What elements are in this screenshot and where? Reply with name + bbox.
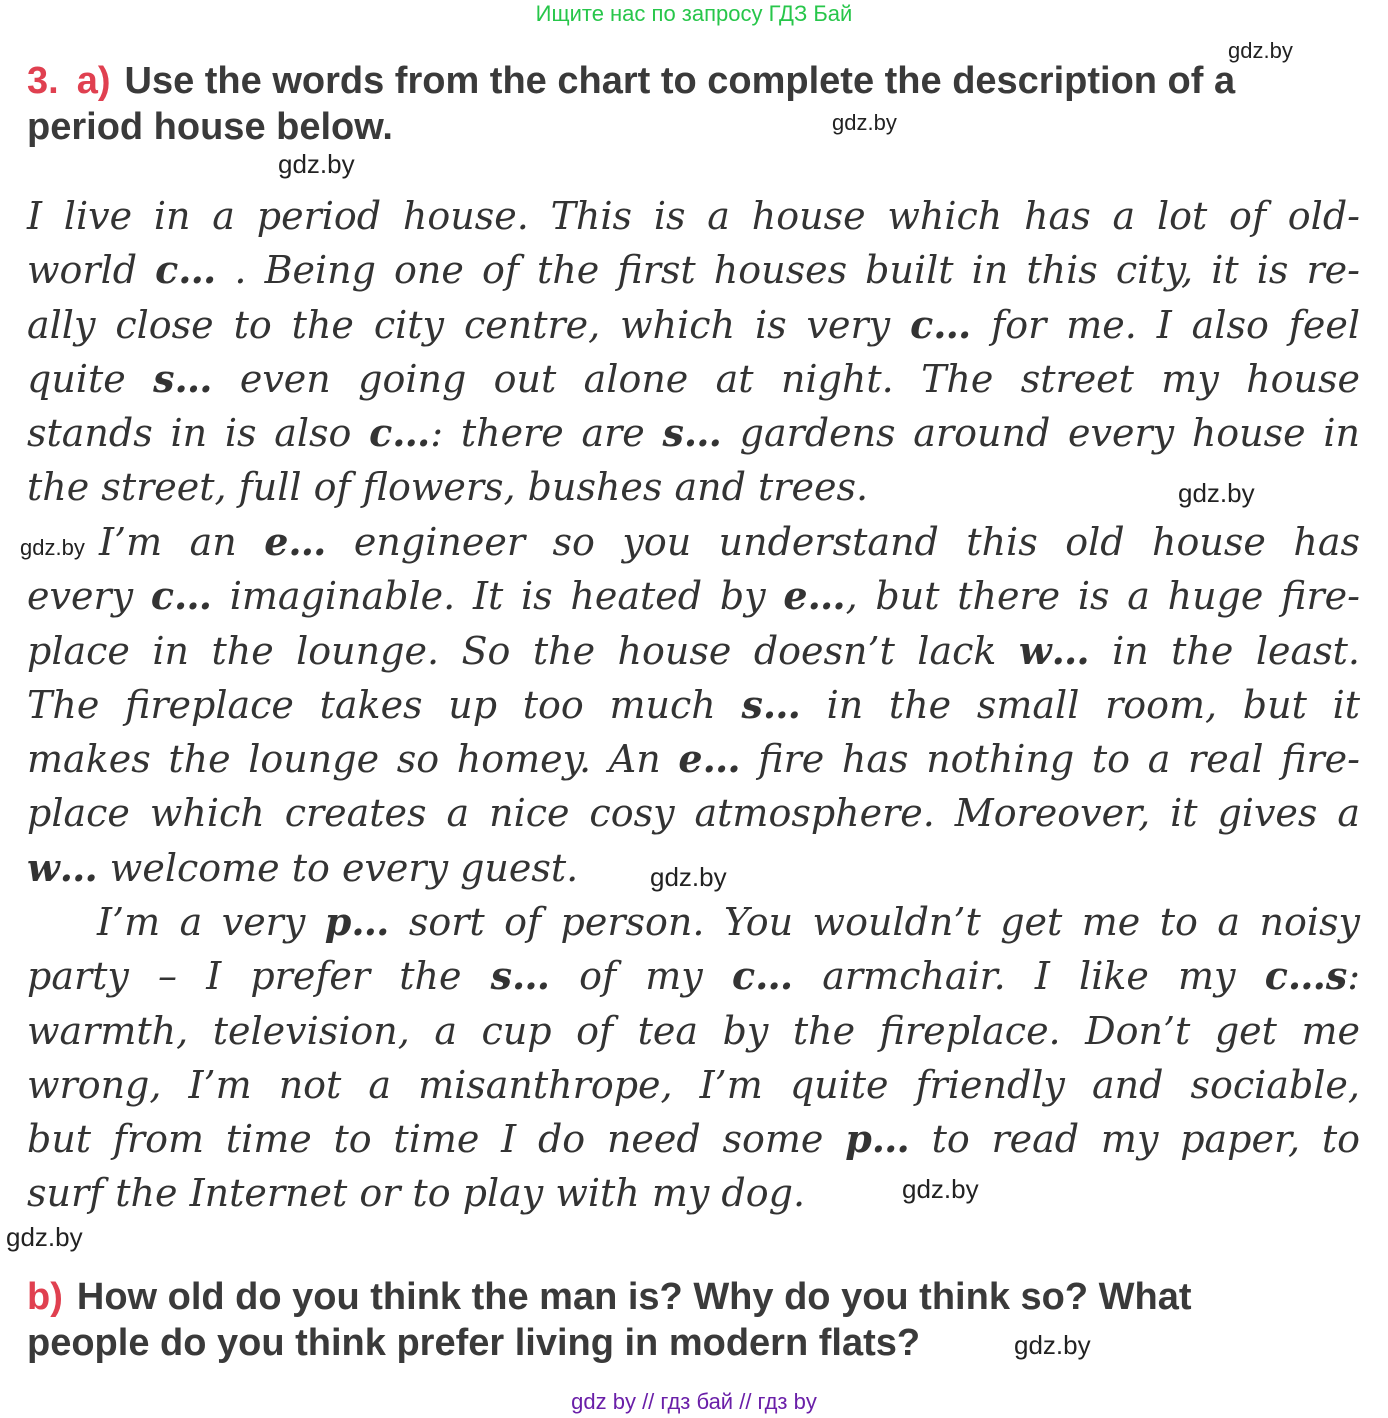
gap-fill: p… <box>324 899 390 944</box>
text-line: wrong, I’m not a misanthrope, I’m quite friendly and sociable, <box>27 1062 1360 1107</box>
text-line: ally close to the city centre, which is very c… for me. I also feel <box>27 301 1360 347</box>
gap-fill: e… <box>783 573 846 619</box>
text-line: but from time to time I do need some p… to read my paper, to <box>27 1116 1360 1162</box>
task-part-label: b) <box>27 1276 63 1318</box>
watermark: gdz.by <box>832 110 897 135</box>
text-line: quite s… even going out alone at night. The street my house <box>27 355 1360 401</box>
text-line: surf the Internet or to play with my dog. <box>27 1171 806 1216</box>
gap-fill: w… <box>1018 627 1090 673</box>
task-b-heading <box>27 1274 1360 1366</box>
header-note: Ищите нас по запросу ГДЗ Бай <box>535 1 853 26</box>
gap-fill: c…s <box>1264 953 1348 999</box>
task-b-text-line-2: people do you think prefer living in modern flats? <box>27 1322 921 1364</box>
gap-fill: c… <box>731 953 794 999</box>
task-number: 3. <box>27 60 59 102</box>
text-line: w… welcome to every guest. <box>27 844 579 890</box>
gap-fill: s… <box>662 410 722 456</box>
paragraph-1 <box>27 189 1360 515</box>
text-line: place which creates a nice cosy atmosphere. Moreover, it gives a <box>27 791 1360 836</box>
watermark: gdz.by <box>1228 38 1293 63</box>
text-line: stands in is also c…: there are s… gardens around every house in <box>27 410 1360 456</box>
text-line: The fireplace takes up too much s… in the small room, but it <box>27 681 1361 727</box>
text-line: world c… . Being one of the first houses built in this city, it is re- <box>27 247 1360 293</box>
text-line: warmth, television, a cup of tea by the fireplace. Don’t get me <box>27 1008 1360 1053</box>
gap-fill: s… <box>153 355 213 401</box>
task-a-text-line-1: Use the words from the chart to complete the description of a <box>124 60 1236 102</box>
text-line: every c… imaginable. It is heated by e…, but there is a huge fire- <box>27 573 1361 619</box>
watermark: gdz.by <box>1014 1330 1091 1360</box>
gap-fill: c… <box>150 573 212 619</box>
text-line: I’m an e… engineer so you understand this old house has <box>99 519 1360 564</box>
text-line: I live in a period house. This is a house which has a lot of old- <box>27 194 1360 238</box>
text-line: place in the lounge. So the house doesn’t lack w… in the least. <box>27 627 1361 673</box>
watermark: gdz.by <box>20 535 85 560</box>
gap-fill: s… <box>490 953 551 999</box>
gap-fill: c… <box>155 247 217 293</box>
text-line: the street, full of flowers, bushes and trees. <box>27 465 869 510</box>
task-part-label: a) <box>76 60 111 102</box>
watermark: gdz.by <box>650 862 727 892</box>
gap-fill: e… <box>678 736 741 782</box>
text-line: party – I prefer the s… of my c… armchair. I like my c…s: <box>27 953 1361 999</box>
watermark: gdz.by <box>278 149 355 179</box>
gap-fill: s… <box>741 681 801 727</box>
watermark: gdz.by <box>1178 478 1255 508</box>
paragraph-3 <box>27 895 1360 1221</box>
task-a-heading <box>27 58 1360 150</box>
gap-fill: w… <box>27 844 98 890</box>
gap-fill: p… <box>845 1116 910 1162</box>
gap-fill: c… <box>369 410 431 456</box>
text-line: makes the lounge so homey. An e… fire has nothing to a real fire- <box>27 736 1361 782</box>
footer-note: gdz by // гдз бай // гдз by <box>571 1389 817 1414</box>
task-b-text-line-1: How old do you think the man is? Why do you think so? What <box>76 1276 1192 1318</box>
watermark: gdz.by <box>6 1222 83 1252</box>
task-a-text-line-2: period house below. <box>27 106 393 148</box>
watermark: gdz.by <box>902 1174 979 1204</box>
gap-fill: c… <box>910 301 972 347</box>
gap-fill: e… <box>264 519 327 564</box>
text-line: I’m a very p… sort of person. You wouldn’t get me to a noisy <box>97 899 1360 944</box>
paragraph-2 <box>27 515 1360 895</box>
